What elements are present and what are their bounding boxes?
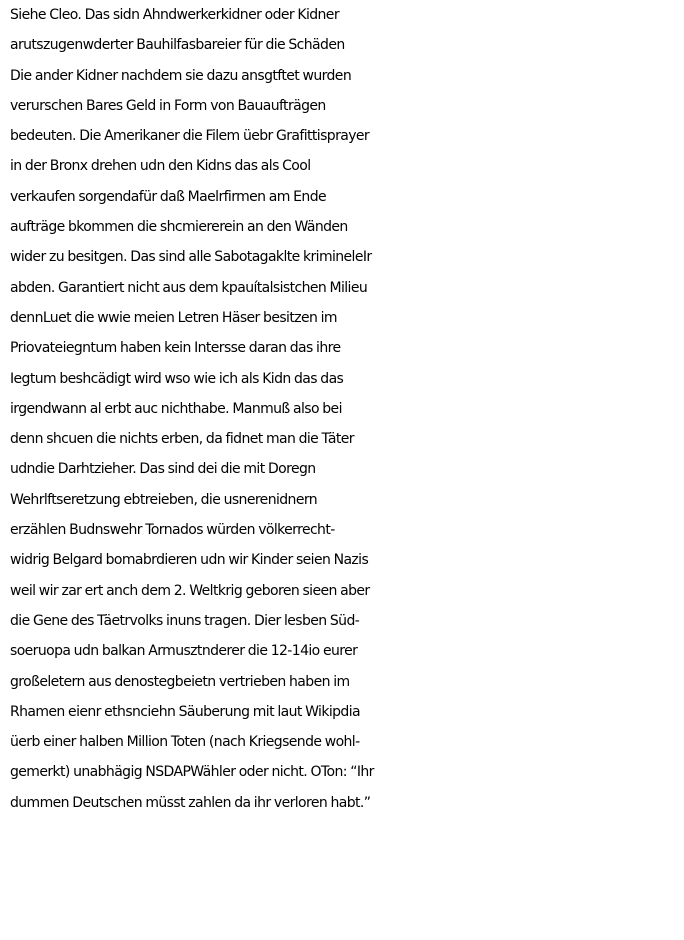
- text-line: weil wir zar ert anch dem 2. Weltkrig geboren sieen aber: [10, 582, 370, 599]
- text-line: verurschen Bares Geld in Form von Bauaufträgen: [10, 97, 326, 114]
- text-line: Siehe Cleo. Das sidn Ahndwerkerkidner oder Kidner: [10, 7, 339, 23]
- text-line: üerb einer halben Million Toten (nach Kriegsende wohl-: [10, 734, 360, 751]
- text-line: soeruopa udn balkan Armusztnderer die 12-14io eurer: [10, 643, 358, 660]
- text-line: irgendwann al erbt auc nichthabe. Manmuß also bei: [10, 400, 342, 417]
- text-line: dennLuet die wwie meien Letren Häser besitzen im: [10, 309, 337, 326]
- text-line: Wehrlftseretzung ebtreieben, die usnerenidnern: [10, 491, 318, 508]
- text-line: großeletern aus denostegbeietn vertrieben haben im: [10, 673, 350, 690]
- text-line: bedeuten. Die Amerikaner die Filem üebr Grafittisprayer: [10, 128, 370, 145]
- text-line: udndie Darhtzieher. Das sind dei die mit Doregn: [10, 461, 316, 478]
- text-line: arutszugenwderter Bauhilfasbareier für die Schäden: [10, 37, 345, 54]
- text-line: gemerkt) unabhägig NSDAPWähler oder nicht. OTon: “Ihr: [10, 764, 374, 781]
- text-line: wider zu besitgen. Das sind alle Sabotagaklte krimineleIr: [10, 249, 372, 266]
- text-line: Rhamen eienr ethsnciehn Säuberung mit laut Wikipdia: [10, 703, 360, 720]
- text-line: dummen Deutschen müsst zahlen da ihr verloren habt.”: [10, 794, 371, 811]
- text-line: die Gene des Täetrvolks inuns tragen. Dier lesben Süd-: [10, 612, 360, 629]
- text-line: abden. Garantiert nicht aus dem kpauítalsistchen Milieu: [10, 279, 368, 296]
- text-line: aufträge bkommen die shcmiererein an den Wänden: [10, 219, 348, 236]
- text-line: Iegtum beshcädigt wird wso wie ich als Kidn das das: [10, 370, 344, 387]
- document-page: [10, 0, 680, 818]
- text-line: verkaufen sorgendafür daß Maelrfirmen am Ende: [10, 188, 326, 205]
- text-line: Priovateiegntum haben kein Intersse daran das ihre: [10, 340, 341, 357]
- text-line: Die ander Kidner nachdem sie dazu ansgtftet wurden: [10, 67, 352, 84]
- text-line: erzählen Budnswehr Tornados würden völkerrecht-: [10, 522, 335, 539]
- text-line: denn shcuen die nichts erben, da fidnet man die Täter: [10, 431, 354, 448]
- text-line: in der Bronx drehen udn den Kidns das als Cool: [10, 158, 311, 175]
- text-line: widrig Belgard bomabrdieren udn wir Kinder seien Nazis: [10, 552, 369, 569]
